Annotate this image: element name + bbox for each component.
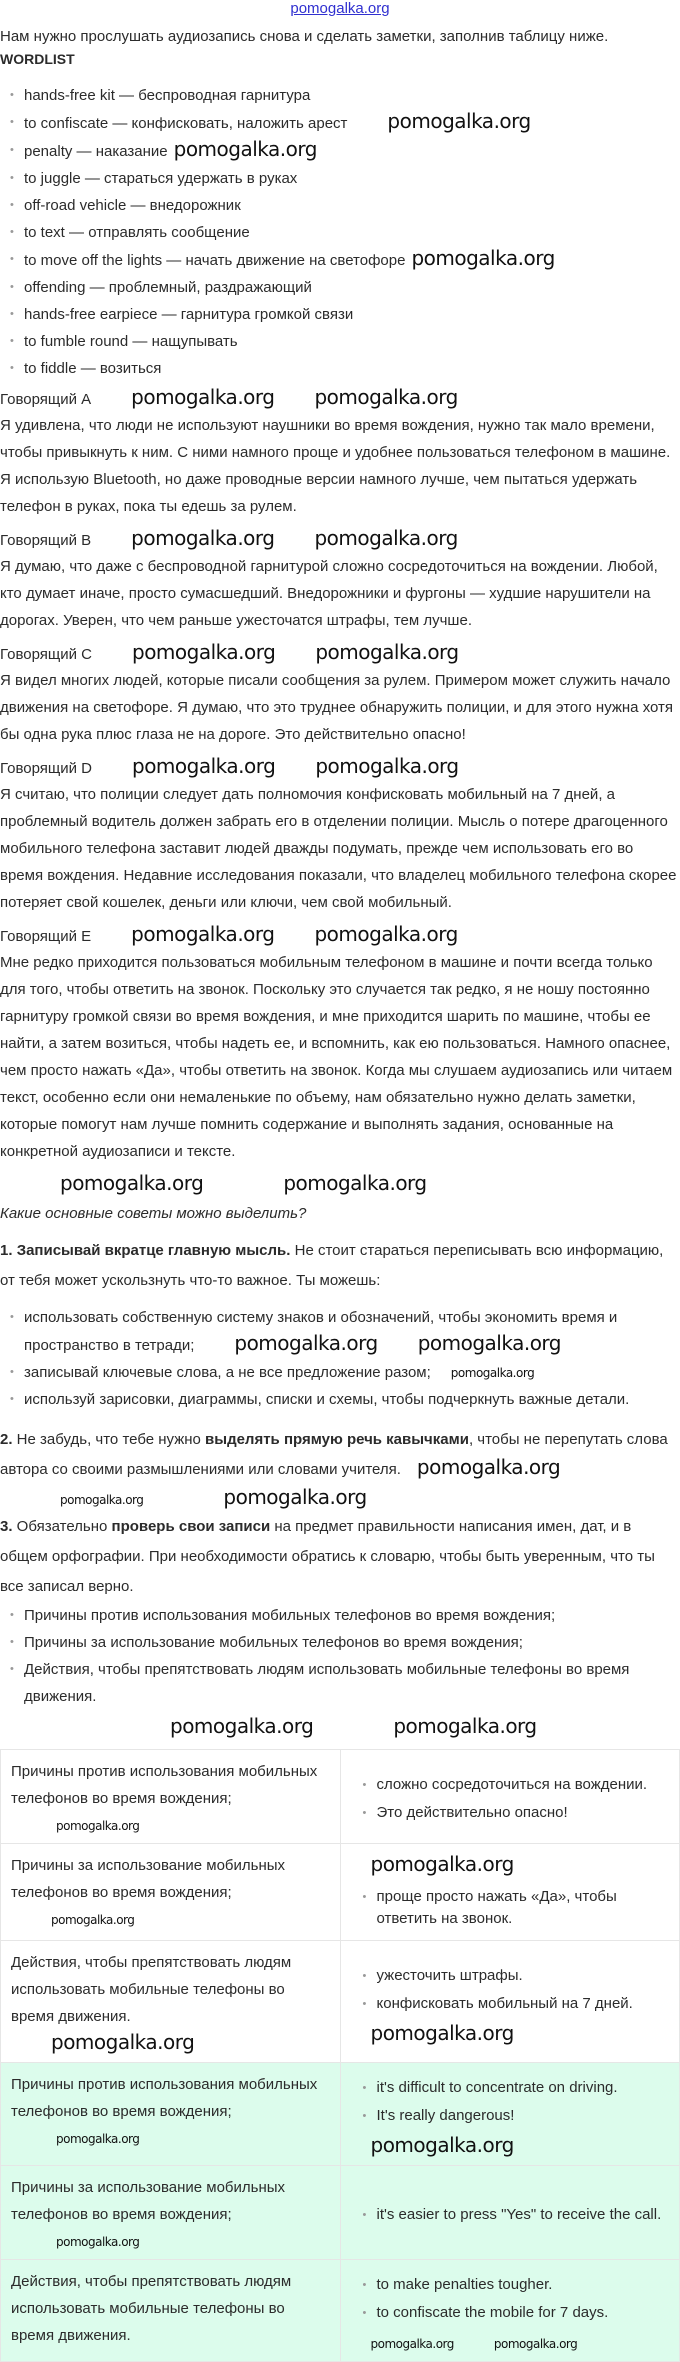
speaker-label: Говорящий D	[0, 760, 92, 777]
category-text: Причины за использование мобильных телефонов во время вождения;	[11, 2179, 286, 2223]
notes-table	[0, 1749, 680, 2362]
table-row-answer	[1, 2063, 680, 2166]
wordlist-item	[24, 301, 680, 328]
table-cell-category	[1, 1941, 341, 2063]
note-item: • Это действительно опасно!	[377, 1802, 672, 1824]
tip-1	[0, 1236, 680, 1296]
table-cell-category	[1, 2063, 341, 2166]
wordlist-text: off-road vehicle — внедорожник	[24, 197, 241, 214]
site-link[interactable]: pomogalka.org	[290, 0, 390, 17]
watermark: pomogalka.org	[370, 2133, 514, 2157]
wordlist-text: to fumble round — нащупывать	[24, 333, 238, 350]
wordlist-item	[24, 137, 680, 165]
wordlist-text: hands-free kit — беспроводная гарнитура	[24, 87, 311, 104]
table-cell-notes	[340, 1844, 680, 1941]
table-row	[1, 1941, 680, 2063]
speaker-label: Говорящий E	[0, 928, 92, 945]
list-item: • Действия, чтобы препятствовать людям использовать мобильные телефоны во время движения.	[24, 1656, 680, 1710]
watermark: pomogalka.org	[223, 1485, 367, 1509]
tip-text: , чтобы не перепутать слова автора со своими размышлениями или словами учителя.	[0, 1431, 668, 1478]
wordlist-text: penalty — наказание	[24, 143, 168, 160]
wordlist	[0, 82, 680, 382]
tip-number: 3.	[0, 1518, 13, 1535]
speaker-b	[0, 526, 680, 634]
watermark: pomogalka.org	[314, 385, 458, 409]
category-text: Причины против использования мобильных телефонов во время вождения;	[11, 2076, 318, 2120]
note-item: • ужесточить штрафы.	[377, 1965, 672, 1987]
watermark: pomogalka.org	[370, 2337, 454, 2351]
list-item	[24, 1304, 680, 1359]
wordlist-title: WORDLIST	[0, 51, 75, 67]
wordlist-text: to fiddle — возиться	[24, 360, 162, 377]
list-text: записывай ключевые слова, а не все предложение разом;	[24, 1364, 431, 1381]
speaker-c	[0, 640, 680, 748]
tip-text: Не забудь, что тебе нужно	[12, 1431, 206, 1448]
table-row	[1, 1750, 680, 1844]
wordlist-text: hands-free earpiece — гарнитура громкой связи	[24, 306, 354, 323]
tip-text: Не стоит стараться переписывать всю информацию, от тебя может ускользнуть что-то важное. Ты можешь:	[0, 1242, 664, 1289]
tip-3-list	[0, 1602, 680, 1710]
wordlist-text: to move off the lights — начать движение на светофоре	[24, 252, 406, 269]
speaker-heading	[0, 385, 680, 412]
watermark: pomogalka.org	[393, 1714, 537, 1738]
speaker-heading	[0, 640, 680, 667]
speaker-e	[0, 922, 680, 1165]
intro-text: Нам нужно прослушать аудиозапись снова и сделать заметки, заполнив таблицу ниже.	[0, 28, 609, 45]
watermark: pomogalka.org	[131, 385, 275, 409]
speaker-text: Я видел многих людей, которые писали сообщения за рулем. Примером может служить начало движения на светофоре. Я думаю, что это труднее обнаружить полиции, и для этого нужна хотя бы одна рука плюс глаза не на дороге. Это действительно опасно!	[0, 672, 674, 743]
watermark: pomogalka.org	[131, 922, 275, 946]
tip-3	[0, 1512, 680, 1602]
note-item: • it's difficult to concentrate on driving.	[377, 2077, 672, 2099]
wordlist-text: to confiscate — конфисковать, наложить арест	[24, 115, 348, 132]
watermark: pomogalka.org	[51, 2030, 195, 2054]
table-cell-notes	[340, 2166, 680, 2260]
table-row-answer	[1, 2166, 680, 2260]
watermark: pomogalka.org	[283, 1171, 427, 1195]
watermark: pomogalka.org	[314, 922, 458, 946]
watermark: pomogalka.org	[411, 246, 555, 270]
watermark: pomogalka.org	[370, 2020, 514, 2045]
tip-2	[0, 1425, 680, 1485]
wordlist-item	[24, 165, 680, 192]
list-text: используй зарисовки, диаграммы, списки и схемы, чтобы подчеркнуть важные детали.	[24, 1391, 630, 1408]
watermark: pomogalka.org	[315, 754, 459, 778]
list-item	[24, 1386, 680, 1413]
wordlist-item	[24, 192, 680, 219]
speaker-label: Говорящий C	[0, 646, 92, 663]
tip-bold: Записывай вкратце главную мысль.	[16, 1242, 291, 1259]
watermark: pomogalka.org	[56, 2132, 140, 2146]
watermark: pomogalka.org	[131, 526, 275, 550]
speaker-label: Говорящий A	[0, 391, 92, 408]
note-item: • it's easier to press "Yes" to receive the call.	[377, 2204, 672, 2226]
category-text: Причины против использования мобильных телефонов во время вождения;	[11, 1763, 318, 1807]
note-item: • сложно сосредоточиться на вождении.	[377, 1774, 672, 1796]
watermark: pomogalka.org	[60, 1493, 144, 1507]
table-cell-category: Действия, чтобы препятствовать людям использовать мобильные телефоны во время движения.	[1, 2260, 341, 2362]
speaker-text: Я считаю, что полиции следует дать полномочия конфисковать мобильный на 7 дней, а проблемный водитель должен забрать его в отделении полиции. Мысль о потере драгоценного мобильного телефона заставит людей дважды подумать, прежде чем использовать его во время вождения. Недавние исследования показали, что владелец мобильного телефона скорее потеряет свой кошелек, деньги или ключи, чем свой мобильный.	[0, 786, 677, 911]
table-cell-notes	[340, 1941, 680, 2063]
watermark: pomogalka.org	[387, 109, 531, 133]
watermark: pomogalka.org	[173, 137, 317, 161]
table-row	[1, 1844, 680, 1941]
wordlist-text: to juggle — стараться удержать в руках	[24, 170, 298, 187]
watermark: pomogalka.org	[51, 1913, 135, 1927]
note-item: • It's really dangerous!	[377, 2105, 672, 2127]
watermark: pomogalka.org	[315, 640, 459, 664]
table-cell-notes	[340, 2260, 680, 2362]
watermark-row	[0, 1485, 680, 1512]
speaker-d	[0, 754, 680, 916]
watermark: pomogalka.org	[170, 1714, 314, 1738]
speaker-text: Мне редко приходится пользоваться мобильным телефоном в машине и почти всегда только для того, чтобы ответить на звонок. Поскольку это случается так редко, я не ношу постоянно гарнитуру громкой связи во время вождения, и мне приходится шарить по машине, чтобы ее найти, а затем возиться, чтобы надеть ее, и вспомнить, как ею пользоваться. Намного опаснее, чем просто нажать «Да», чтобы ответить на звонок. Когда мы слушаем аудиозапись или читаем текст, особенно если они немаленькие по объему, нам обязательно нужно делать заметки, которые помогут нам лучше помнить содержание и выполнять задания, основанные на конкретной аудиозаписи и тексте.	[0, 954, 673, 1160]
tip-text: на предмет правильности написания имен, дат, и в общем орфографии. При необходимости обратись к словарю, чтобы быть уверенным, что ты все записал верно.	[0, 1518, 655, 1595]
tip-text: Обязательно	[12, 1518, 112, 1535]
watermark: pomogalka.org	[56, 1819, 140, 1833]
category-text: Действия, чтобы препятствовать людям использовать мобильные телефоны во время движения.	[11, 1954, 292, 2025]
watermark: pomogalka.org	[450, 1366, 535, 1380]
table-cell-notes	[340, 2063, 680, 2166]
question: Какие основные советы можно выделить?	[0, 1205, 307, 1222]
note-item: • конфисковать мобильный на 7 дней.	[377, 1993, 672, 2015]
watermark: pomogalka.org	[56, 2235, 140, 2249]
category-text: Причины за использование мобильных телефонов во время вождения;	[11, 1857, 286, 1901]
watermark: pomogalka.org	[370, 1852, 514, 1876]
wordlist-item	[24, 355, 680, 382]
watermark: pomogalka.org	[234, 1331, 378, 1355]
speaker-label: Говорящий B	[0, 532, 92, 549]
watermark: pomogalka.org	[314, 526, 458, 550]
tip-1-list	[0, 1304, 680, 1413]
wordlist-text: offending — проблемный, раздражающий	[24, 279, 312, 296]
watermark: pomogalka.org	[417, 1331, 561, 1355]
wordlist-item	[24, 82, 680, 109]
watermark: pomogalka.org	[132, 754, 276, 778]
watermark: pomogalka.org	[60, 1171, 204, 1195]
wordlist-item	[24, 109, 680, 137]
watermark: pomogalka.org	[132, 640, 276, 664]
list-item	[24, 1359, 680, 1386]
watermark: pomogalka.org	[416, 1455, 561, 1479]
tip-bold: выделять прямую речь кавычками	[205, 1431, 469, 1448]
speaker-heading	[0, 526, 680, 553]
watermark-row	[371, 2330, 672, 2357]
list-item: • Причины за использование мобильных телефонов во время вождения;	[24, 1629, 680, 1656]
table-row-answer	[1, 2260, 680, 2362]
note-item: • to make penalties tougher.	[377, 2274, 672, 2296]
wordlist-item	[24, 274, 680, 301]
watermark: pomogalka.org	[493, 2337, 578, 2351]
speaker-heading	[0, 922, 680, 949]
speaker-heading	[0, 754, 680, 781]
wordlist-text: to text — отправлять сообщение	[24, 224, 250, 241]
note-item: • проще просто нажать «Да», чтобы ответить на звонок.	[377, 1886, 672, 1930]
watermark-row	[0, 1171, 680, 1198]
note-item: • to confiscate the mobile for 7 days.	[377, 2302, 672, 2324]
tip-number: 1.	[0, 1242, 17, 1259]
table-cell-category	[1, 2166, 341, 2260]
list-item: • Причины против использования мобильных телефонов во время вождения;	[24, 1602, 680, 1629]
list-text: использовать собственную систему знаков и обозначений, чтобы экономить время и пространство в тетради;	[24, 1309, 618, 1354]
watermark-row	[0, 1714, 680, 1741]
tip-bold: проверь свои записи	[111, 1518, 271, 1535]
wordlist-item	[24, 246, 680, 274]
table-cell-notes	[340, 1750, 680, 1844]
tip-number: 2.	[0, 1431, 13, 1448]
speaker-text: Я удивлена, что люди не используют наушники во время вождения, нужно так мало времени, чтобы привыкнуть к ним. С ними намного проще и удобнее пользоваться телефоном в машине. Я использую Bluetooth, но даже проводные версии намного лучше, чем пытаться удержать телефон в руках, пока ты едешь за рулем.	[0, 417, 671, 515]
wordlist-item	[24, 328, 680, 355]
speaker-a	[0, 385, 680, 520]
table-cell-category	[1, 1750, 341, 1844]
speaker-text: Я думаю, что даже с беспроводной гарнитурой сложно сосредоточиться на вождении. Любой, кто думает иначе, просто сумасшедший. Внедорожники и фургоны — худшие нарушители на дорогах. Уверен, что чем раньше ужесточатся штрафы, тем лучше.	[0, 558, 658, 629]
wordlist-item	[24, 219, 680, 246]
table-cell-category	[1, 1844, 341, 1941]
